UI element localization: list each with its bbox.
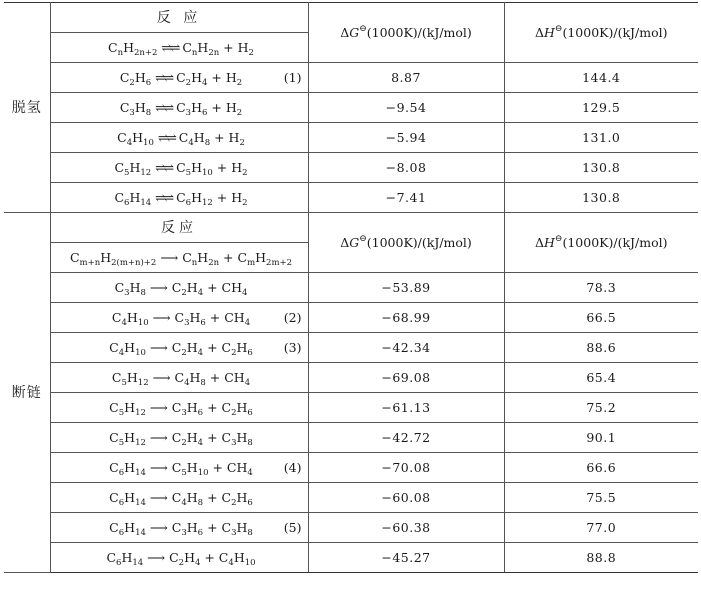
table-row	[4, 453, 698, 483]
equation-number: (5)	[283, 520, 302, 535]
delta-h-cell: 77.0	[504, 513, 698, 543]
reaction-cell: $C_4H_{10}$ ⟶ $C_3H_6 + CH_4$ (2)	[50, 303, 308, 333]
table-row	[4, 273, 698, 303]
thermo-data-table	[4, 2, 698, 573]
reaction-cell: $C_4H_{10}$ ⟶ $C_2H_4 + C_2H_6$ (3)	[50, 333, 308, 363]
delta-g-cell: −7.41	[308, 183, 504, 213]
equation-number: (2)	[283, 310, 302, 325]
table-row	[4, 423, 698, 453]
reaction-cell: $C_5H_{12}$ ⇌⇌ $C_5H_{10} + H_2$	[50, 153, 308, 183]
reaction-column-header: 反应	[50, 213, 308, 243]
reaction-cell: $C_6H_{14}$ ⇌⇌ $C_6H_{12} + H_2$	[50, 183, 308, 213]
reaction-cell: $C_6H_{14}$ ⟶ $C_3H_6 + C_3H_8$ (5)	[50, 513, 308, 543]
delta-h-cell: 66.5	[504, 303, 698, 333]
delta-g-cell: −68.99	[308, 303, 504, 333]
delta-g-cell: −60.38	[308, 513, 504, 543]
table-row	[4, 63, 698, 93]
reaction-cell: $C_5H_{12}$ ⟶ $C_4H_8 + CH_4$	[50, 363, 308, 393]
table-row	[4, 123, 698, 153]
delta-h-cell: 75.5	[504, 483, 698, 513]
reaction-cell: $C_4H_{10}$ ⇌⇌ $C_4H_8 + H_2$	[50, 123, 308, 153]
reaction-cell: $C_5H_{12}$ ⟶ $C_2H_4 + C_3H_8$	[50, 423, 308, 453]
delta-g-cell: −53.89	[308, 273, 504, 303]
reaction-column-header: 反 应	[50, 3, 308, 33]
table-body	[4, 3, 698, 573]
delta-g-cell: −9.54	[308, 93, 504, 123]
equation-number: (4)	[283, 460, 302, 475]
delta-g-cell: −8.08	[308, 153, 504, 183]
delta-h-cell: 90.1	[504, 423, 698, 453]
table-row	[4, 543, 698, 573]
table-row	[4, 333, 698, 363]
section-header-row	[4, 3, 698, 33]
delta-h-cell: 130.8	[504, 183, 698, 213]
delta-g-cell: −69.08	[308, 363, 504, 393]
delta-h-cell: 66.6	[504, 453, 698, 483]
category-cell: 脱氢	[4, 3, 50, 213]
delta-h-cell: 88.6	[504, 333, 698, 363]
delta-g-column-header: ΔG⊖(1000K)/(kJ/mol)	[308, 213, 504, 273]
reaction-cell: $C_6H_{14}$ ⟶ $C_4H_8 + C_2H_6$	[50, 483, 308, 513]
delta-h-cell: 75.2	[504, 393, 698, 423]
table-row	[4, 153, 698, 183]
delta-g-cell: −42.34	[308, 333, 504, 363]
delta-h-cell: 131.0	[504, 123, 698, 153]
reaction-cell: $C_5H_{12}$ ⟶ $C_3H_6 + C_2H_6$	[50, 393, 308, 423]
reaction-cell: $C_6H_{14}$ ⟶ $C_2H_4 + C_4H_{10}$	[50, 543, 308, 573]
section-header-row	[4, 213, 698, 243]
reaction-cell: $C_3H_8$ ⇌⇌ $C_3H_6 + H_2$	[50, 93, 308, 123]
delta-h-column-header: ΔH⊖(1000K)/(kJ/mol)	[504, 213, 698, 273]
delta-h-cell: 65.4	[504, 363, 698, 393]
delta-h-cell: 129.5	[504, 93, 698, 123]
table-row	[4, 393, 698, 423]
delta-g-cell: −42.72	[308, 423, 504, 453]
reaction-cell: $C_3H_8$ ⟶ $C_2H_4 + CH_4$	[50, 273, 308, 303]
delta-h-cell: 78.3	[504, 273, 698, 303]
delta-g-cell: −61.13	[308, 393, 504, 423]
delta-g-cell: −5.94	[308, 123, 504, 153]
general-reaction-cell: $C_{m+n}H_{2(m+n)+2}$ ⟶ $C_nH_{2n} + C_mH_{2m+2}$	[50, 243, 308, 273]
general-reaction-cell: $C_nH_{2n+2}$ ⇌⇌ $C_nH_{2n} + H_2$	[50, 33, 308, 63]
delta-h-column-header: ΔH⊖(1000K)/(kJ/mol)	[504, 3, 698, 63]
delta-g-cell: 8.87	[308, 63, 504, 93]
equation-number: (1)	[283, 70, 302, 85]
delta-h-cell: 130.8	[504, 153, 698, 183]
delta-g-cell: −70.08	[308, 453, 504, 483]
category-cell: 断链	[4, 213, 50, 573]
table-row	[4, 363, 698, 393]
delta-g-column-header: ΔG⊖(1000K)/(kJ/mol)	[308, 3, 504, 63]
delta-h-cell: 144.4	[504, 63, 698, 93]
table-row	[4, 183, 698, 213]
table-row	[4, 93, 698, 123]
delta-h-cell: 88.8	[504, 543, 698, 573]
table-row	[4, 303, 698, 333]
reaction-cell: $C_6H_{14}$ ⟶ $C_5H_{10} + CH_4$ (4)	[50, 453, 308, 483]
reaction-cell: $C_2H_6$ ⇌⇌ $C_2H_4 + H_2$ (1)	[50, 63, 308, 93]
delta-g-cell: −45.27	[308, 543, 504, 573]
equation-number: (3)	[283, 340, 302, 355]
delta-g-cell: −60.08	[308, 483, 504, 513]
table-row	[4, 513, 698, 543]
table-row	[4, 483, 698, 513]
